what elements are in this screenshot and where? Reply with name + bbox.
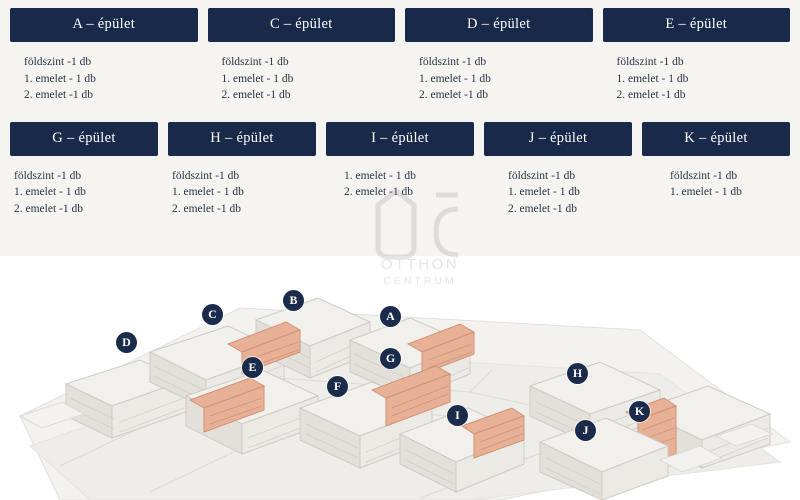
floor-line: 2. emelet -1 db [508, 202, 577, 215]
building-card-h-floors [168, 156, 316, 218]
floor-line: földszint -1 db [221, 56, 289, 68]
map-marker-k-label: K [634, 404, 645, 418]
floor-line: 1. emelet - 1 db [419, 72, 491, 85]
building-card-row-1 [10, 8, 790, 104]
building-card-d-floors [405, 42, 593, 104]
map-marker-g-label: G [385, 351, 396, 365]
floor-line: földszint -1 db [616, 56, 684, 68]
floor-line: 2. emelet -1 db [24, 89, 93, 101]
building-card-j-floors [484, 156, 632, 218]
building-card-d[interactable] [405, 8, 593, 104]
map-marker-b[interactable] [283, 290, 304, 311]
map-marker-c[interactable] [202, 304, 223, 325]
map-marker-k[interactable] [629, 401, 650, 422]
site-plan-illustration[interactable] [0, 256, 800, 500]
floor-line: 1. emelet - 1 db [14, 186, 86, 198]
building-card-e-floors [603, 42, 791, 104]
floor-line: 2. emelet -1 db [419, 89, 488, 101]
floor-line: 1. emelet - 1 db [508, 186, 580, 198]
floor-line: 1. emelet - 1 db [172, 186, 244, 198]
floor-line: földszint -1 db [14, 169, 82, 182]
building-card-i-floors [326, 156, 474, 201]
building-card-k[interactable] [642, 122, 790, 218]
building-card-g-title[interactable]: G – épület [10, 122, 158, 156]
building-card-a-title[interactable]: A – épület [10, 8, 198, 42]
map-marker-g[interactable] [380, 348, 401, 369]
building-card-c-title[interactable]: C – épület [208, 8, 396, 42]
floor-line: 2. emelet -1 db [172, 202, 241, 215]
building-card-row-2 [10, 122, 790, 218]
map-marker-h-label: H [572, 366, 583, 380]
site-plan-drawing [0, 256, 800, 500]
map-marker-i-label: I [455, 408, 460, 422]
map-marker-h[interactable] [567, 363, 588, 384]
floor-line: 1. emelet - 1 db [616, 72, 689, 85]
building-card-i-title[interactable]: I – épület [326, 122, 474, 156]
building-card-a-floors [10, 42, 198, 104]
map-marker-j-label: J [582, 423, 589, 437]
map-marker-a[interactable] [380, 306, 401, 327]
building-card-h-title[interactable]: H – épület [168, 122, 316, 156]
map-marker-d-label: D [122, 335, 131, 349]
building-card-d-title[interactable]: D – épület [405, 8, 593, 42]
floor-line: 1. emelet - 1 db [24, 72, 96, 85]
floor-line: 1. emelet - 1 db [221, 72, 294, 85]
building-card-g[interactable] [10, 122, 158, 218]
logo-line-2: CENTRUM [383, 275, 457, 287]
map-marker-b-label: B [289, 293, 298, 307]
floor-line: 1. emelet - 1 db [670, 186, 742, 198]
building-card-g-floors [10, 156, 158, 218]
building-card-e-title[interactable]: E – épület [603, 8, 791, 42]
map-marker-c-label: C [208, 307, 217, 321]
building-card-e[interactable] [603, 8, 791, 104]
building-card-a[interactable] [10, 8, 198, 104]
building-card-h[interactable] [168, 122, 316, 218]
map-marker-d[interactable] [116, 332, 137, 353]
map-marker-i[interactable] [447, 405, 468, 426]
floor-line: földszint -1 db [508, 169, 576, 182]
building-card-k-floors [642, 156, 790, 201]
building-card-j-title[interactable]: J – épület [484, 122, 632, 156]
map-marker-a-label: A [386, 309, 395, 323]
building-card-c-floors [208, 42, 396, 104]
floor-line: 2. emelet -1 db [344, 186, 413, 198]
floor-line: földszint -1 db [419, 56, 487, 68]
building-card-k-title[interactable]: K – épület [642, 122, 790, 156]
map-marker-f-label: F [333, 379, 342, 393]
map-marker-f[interactable] [327, 376, 348, 397]
building-card-i[interactable] [326, 122, 474, 218]
floor-line: földszint -1 db [24, 56, 92, 68]
floor-line: 2. emelet -1 db [14, 202, 83, 215]
map-marker-j[interactable] [575, 420, 596, 441]
map-marker-e-label: E [248, 360, 257, 374]
floor-line: földszint -1 db [670, 169, 738, 182]
building-card-c[interactable] [208, 8, 396, 104]
floor-line: 1. emelet - 1 db [344, 169, 416, 182]
floor-line: földszint -1 db [172, 169, 240, 182]
building-card-j[interactable] [484, 122, 632, 218]
logo-line-1: OTTHON [380, 256, 460, 273]
row-spacer [10, 108, 790, 122]
floor-line: 2. emelet -1 db [221, 89, 291, 101]
map-marker-e[interactable] [242, 357, 263, 378]
floor-line: 2. emelet -1 db [616, 89, 686, 101]
